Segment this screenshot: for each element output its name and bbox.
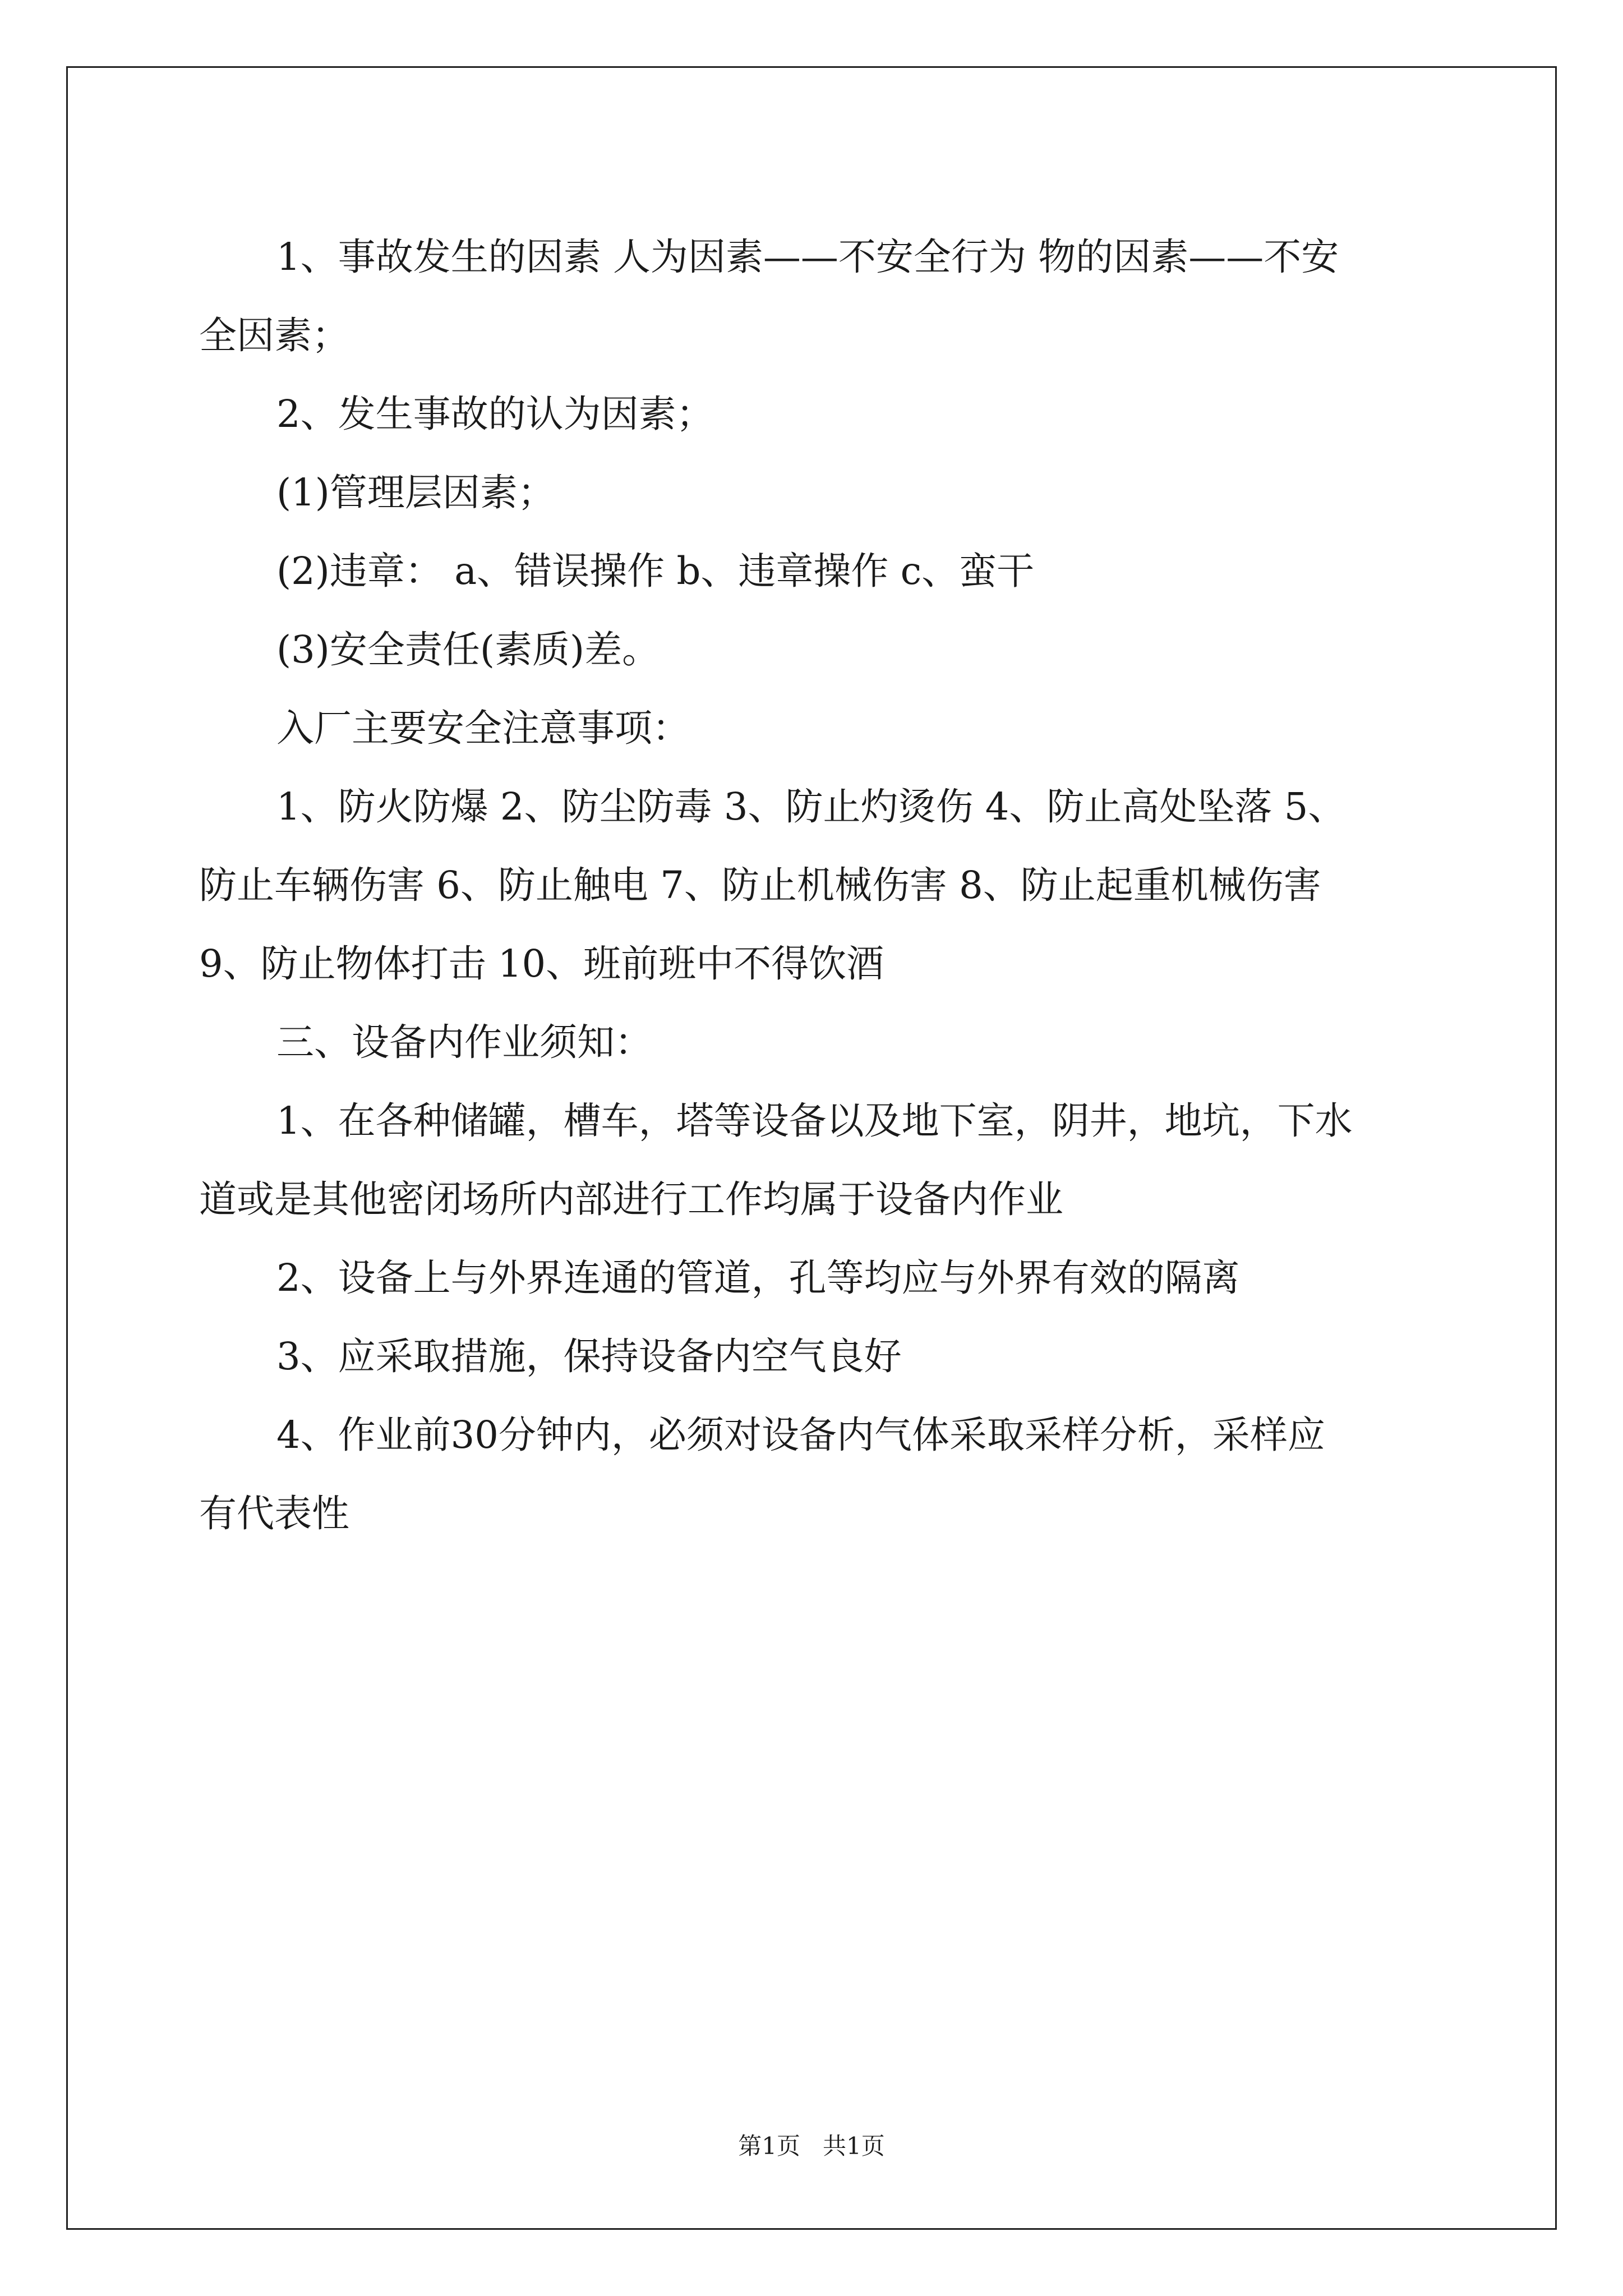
paragraph-4: (2)违章： a、错误操作 b、违章操作 c、蛮干: [276, 549, 1035, 593]
paragraph-7-line-1: 1、防火防爆 2、防尘防毒 3、防止灼烫伤 4、防止高处坠落 5、: [276, 785, 1346, 829]
paragraph-12-line-1: 4、作业前30分钟内，必须对设备内气体采取采样分析，采样应: [276, 1413, 1325, 1457]
paragraph-10: 2、设备上与外界连通的管道，孔等均应与外界有效的隔离: [276, 1256, 1240, 1300]
paragraph-7-line-3: 9、防止物体打击 10、班前班中不得饮酒: [199, 942, 884, 986]
paragraph-3: (1)管理层因素；: [276, 471, 555, 514]
paragraph-12-line-2: 有代表性: [199, 1492, 349, 1535]
paragraph-11: 3、应采取措施，保持设备内空气良好: [276, 1335, 902, 1378]
paragraph-9-line-2: 道或是其他密闭场所内部进行工作均属于设备内作业: [199, 1177, 1063, 1221]
paragraph-9-line-1: 1、在各种储罐，槽车，塔等设备以及地下室，阴井，地坑，下水: [276, 1099, 1353, 1143]
paragraph-2: 2、发生事故的认为因素；: [276, 392, 714, 436]
paragraph-1-line-1: 1、事故发生的因素 人为因素——不安全行为 物的因素——不安: [276, 235, 1339, 279]
paragraph-7-line-2: 防止车辆伤害 6、防止触电 7、防止机械伤害 8、防止起重机械伤害: [199, 863, 1321, 907]
page-border: [66, 66, 1557, 2230]
section-heading-entry-safety: 入厂主要安全注意事项：: [276, 706, 690, 750]
paragraph-1-line-2: 全因素；: [199, 314, 349, 357]
page-footer: 第1页 共1页: [738, 2132, 885, 2160]
section-heading-equipment: 三、设备内作业须知：: [276, 1020, 652, 1064]
paragraph-5: (3)安全责任(素质)差。: [276, 628, 660, 671]
